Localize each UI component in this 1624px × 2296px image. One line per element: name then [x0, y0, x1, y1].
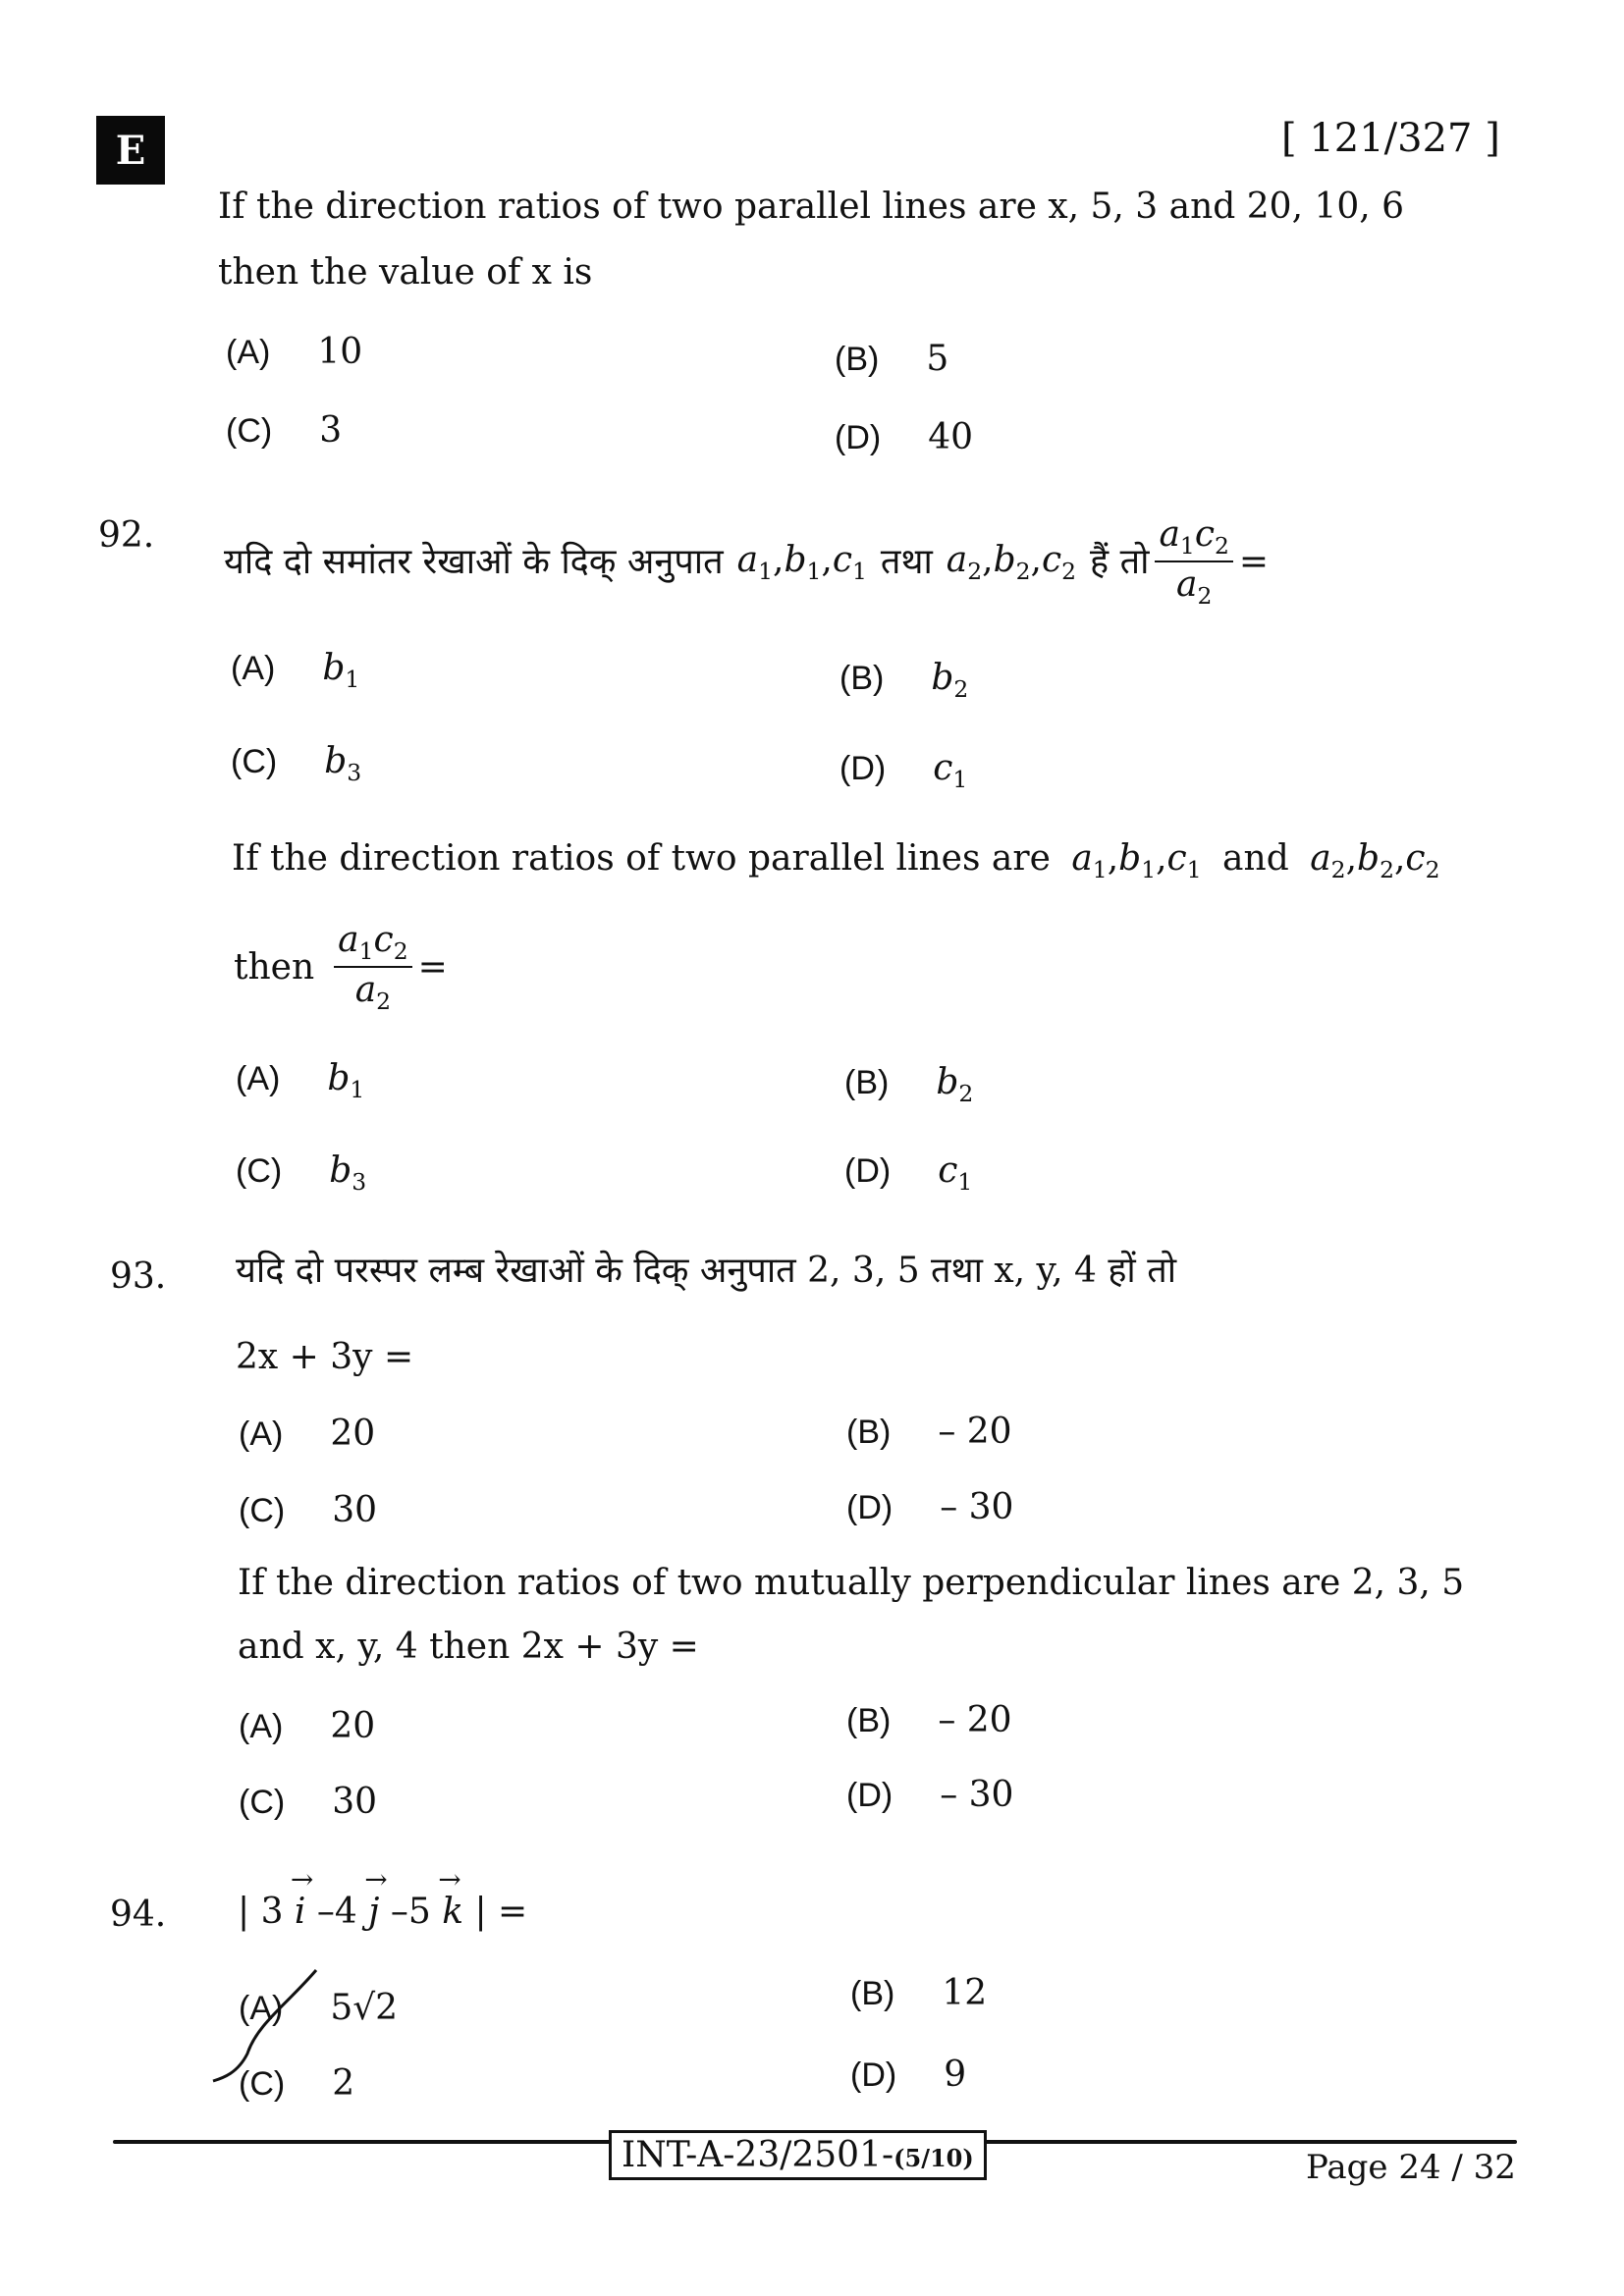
q94-option-a[interactable]: [239, 1988, 398, 2028]
q93-hindi-option-b[interactable]: [846, 1412, 1012, 1452]
option-value: 30: [332, 1490, 378, 1530]
q92-option-d[interactable]: (D) $c_1$: [844, 1150, 973, 1197]
option-value: 40: [928, 417, 974, 457]
option-label: (D): [844, 1152, 892, 1190]
q93-hindi-option-c[interactable]: [239, 1490, 377, 1530]
option-label: (A): [239, 1708, 284, 1745]
option-label: (D): [850, 2056, 897, 2094]
q93-english-line1: If the direction ratios of two mutually perpendicular lines are 2, 3, 5: [238, 1563, 1465, 1603]
q91-option-a[interactable]: [226, 332, 362, 372]
q92-hindi-text: यदि दो समांतर रेखाओं के दिक् अनुपात $a_1,b_1,c_1$ तथा $a_2,b_2,c_2$ हैं तो $\frac{a_1c_2}{a_2}$ =: [224, 514, 1270, 611]
q93-hindi-option-a[interactable]: [239, 1414, 375, 1454]
footer-code-suffix: (5/10): [893, 2144, 974, 2172]
option-value: – 30: [940, 1487, 1014, 1527]
q91-english-line1: If the direction ratios of two parallel lines are x, 5, 3 and 20, 10, 6: [218, 187, 1405, 227]
option-label: (B): [844, 1064, 890, 1101]
q92-number: 92.: [98, 515, 155, 556]
option-value: 5√2: [330, 1988, 399, 2028]
q92-hindi-hain-to: हैं तो: [1090, 541, 1150, 582]
q92-option-b[interactable]: (B) $b_2$: [844, 1062, 974, 1108]
option-label: (B): [850, 1975, 895, 2012]
option-label: (C): [231, 743, 278, 780]
q92-english-line2: then $\frac{a_1c_2}{a_2}$ =: [234, 920, 448, 1016]
q93-hindi-line2: 2x + 3y =: [236, 1337, 414, 1377]
footer-code-text: INT-A-23/2501-: [622, 2135, 894, 2175]
option-label: (D): [835, 419, 882, 456]
option-label: (B): [835, 341, 880, 378]
option-label: (C): [226, 412, 273, 450]
q91-option-d[interactable]: [835, 417, 973, 457]
q91-option-b[interactable]: [835, 339, 948, 379]
option-value: 20: [330, 1706, 376, 1746]
q92-english-stem: If the direction ratios of two parallel lines are: [232, 838, 1051, 879]
q92-hindi-tatha: तथा: [880, 541, 933, 582]
fraction: $\frac{a_1c_2}{a_2}$: [1155, 512, 1232, 612]
q92-english-and: and: [1222, 838, 1289, 879]
option-label: (D): [846, 1777, 893, 1814]
q94-option-c[interactable]: [239, 2063, 354, 2104]
q93-option-b[interactable]: [846, 1700, 1012, 1740]
option-value: – 20: [938, 1412, 1012, 1452]
q92-hindi-option-b[interactable]: (B) $b_2$: [839, 658, 969, 704]
q94-option-b[interactable]: [850, 1973, 987, 2013]
q94-expression: | 3 → i –4 → j –5 → k | =: [238, 1890, 527, 1934]
q92-hindi-option-d[interactable]: (D) $c_1$: [839, 748, 968, 794]
q93-english-line2: and x, y, 4 then 2x + 3y =: [238, 1627, 699, 1667]
option-value: 2: [332, 2063, 355, 2104]
q93-option-d[interactable]: [846, 1775, 1013, 1815]
q94-number: 94.: [110, 1895, 167, 1935]
option-value: – 30: [940, 1775, 1014, 1815]
option-label: (D): [846, 1489, 893, 1526]
option-label: (D): [839, 750, 887, 787]
option-label: (A): [226, 334, 271, 371]
q93-number: 93.: [110, 1256, 167, 1297]
option-value: 12: [942, 1973, 988, 2013]
q92-option-a[interactable]: (A) $b_1$: [236, 1058, 365, 1104]
option-label: (A): [239, 1415, 284, 1453]
option-value: 30: [332, 1782, 378, 1822]
option-value: 5: [926, 339, 949, 379]
option-label: (C): [239, 1784, 286, 1821]
option-value: 3: [319, 410, 343, 451]
q92-hindi-stem: यदि दो समांतर रेखाओं के दिक् अनुपात: [224, 541, 724, 582]
option-label: (A): [231, 650, 276, 687]
option-label: (B): [846, 1414, 892, 1451]
option-label: (A): [239, 1990, 284, 2027]
footer-paper-code: [609, 2130, 987, 2180]
option-label: (C): [239, 1492, 286, 1529]
option-value: – 20: [938, 1700, 1012, 1740]
q92-option-c[interactable]: (C) $b_3$: [236, 1150, 367, 1197]
q92-hindi-option-c[interactable]: (C) $b_3$: [231, 741, 362, 787]
q92-english-line1: If the direction ratios of two parallel lines are $a_1,b_1,c_1$ and $a_2,b_2,c_2$: [232, 838, 1440, 884]
set-badge: E: [96, 116, 165, 185]
option-label: (C): [236, 1152, 283, 1190]
option-value: 9: [944, 2055, 967, 2095]
paper-code: [ 121/327 ]: [1281, 116, 1500, 161]
q93-option-a[interactable]: [239, 1706, 375, 1746]
option-label: (B): [839, 660, 885, 697]
option-label: (A): [236, 1060, 281, 1097]
option-label: (B): [846, 1702, 892, 1739]
option-label: (C): [239, 2065, 286, 2103]
q93-hindi-line1: यदि दो परस्पर लम्ब रेखाओं के दिक् अनुपात 2, 3, 5 तथा x, y, 4 हों तो: [236, 1251, 1177, 1291]
q94-option-d[interactable]: [850, 2055, 966, 2095]
q91-english-line2: then the value of x is: [218, 252, 593, 293]
fraction: $\frac{a_1c_2}{a_2}$: [334, 918, 411, 1017]
q91-option-c[interactable]: [226, 410, 342, 451]
q92-english-then: then: [234, 946, 315, 988]
q92-hindi-option-a[interactable]: (A) $b_1$: [231, 648, 360, 694]
q93-hindi-option-d[interactable]: [846, 1487, 1013, 1527]
q93-option-c[interactable]: [239, 1782, 377, 1822]
option-value: 20: [330, 1414, 376, 1454]
option-value: 10: [317, 332, 363, 372]
page-number: Page 24 / 32: [1306, 2148, 1516, 2187]
